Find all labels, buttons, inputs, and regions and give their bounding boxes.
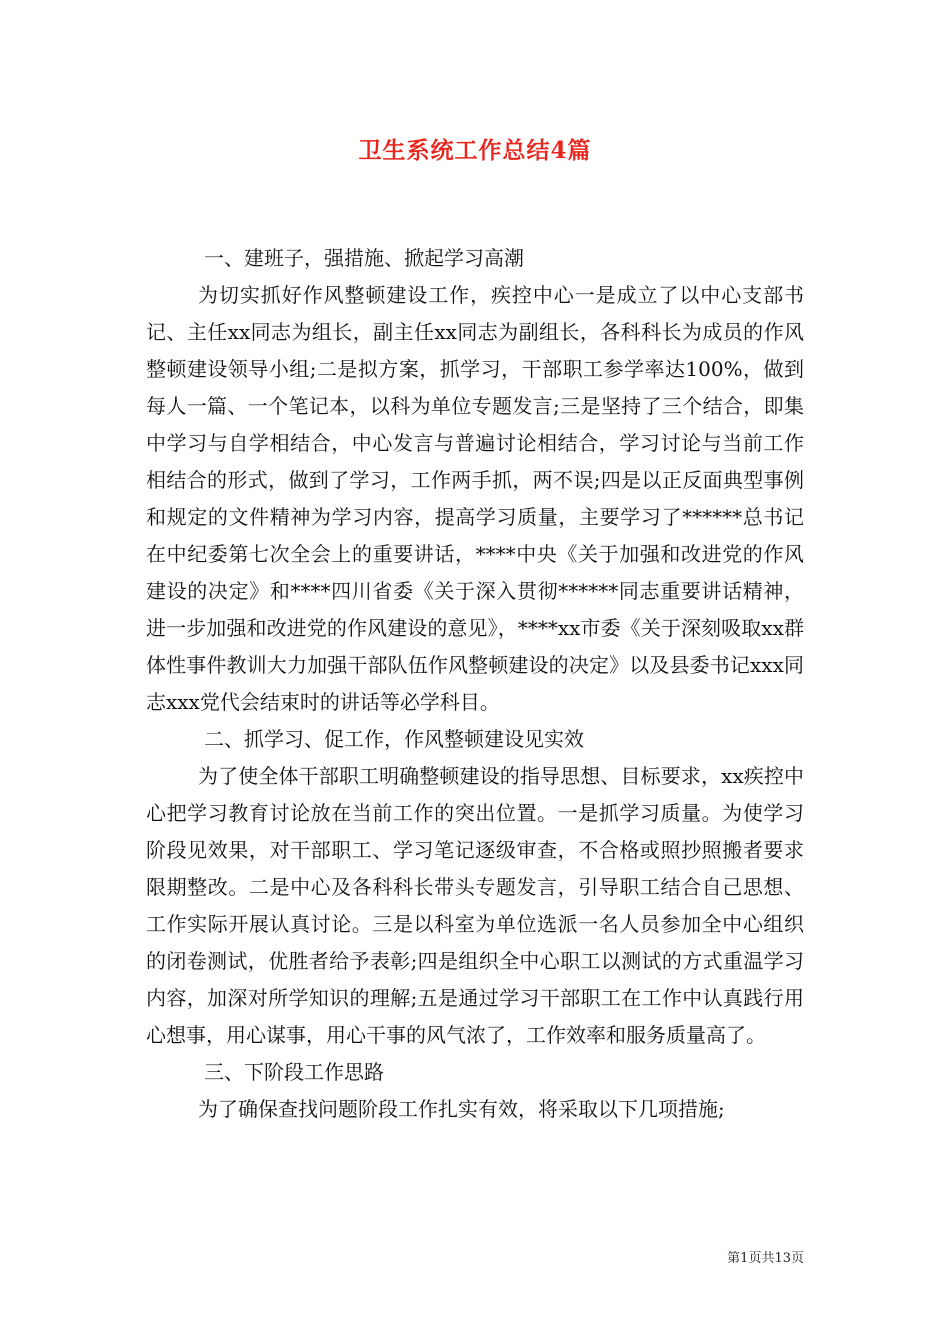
section-heading-2: 二、抓学习、促工作，作风整顿建设见实效 [204, 727, 584, 751]
page-number: 第1页共13页 [727, 1251, 804, 1266]
page-title: 卫生系统工作总结4篇 [358, 137, 592, 164]
section-paragraph-3: 为了确保查找问题阶段工作扎实有效，将采取以下几项措施; [198, 1097, 725, 1121]
section-paragraph-1: 为切实抓好作风整顿建设工作，疾控中心一是成立了以中心支部书记、主任xx同志为组长，副主任xx同志为副组长，各科科长为成员的作风整顿建设领导小组;二是拟方案，抓学习，干部职工参学率达100%，做到每人一篇、一个笔记本，以科为单位专题发言;三是坚持了三个结合，即集中学习与自学相结合，中心发言与普遍讨论相结合，学习讨论与当前工作相结合的形式，做到了学习，工作两手抓，两不误;四是以正反面典型事例和规定的文件精神为学习内容，提高学习质量，主要学习了******总书记在中纪委第七次全会上的重要讲话，****中央《关于加强和改进党的作风建设的决定》和****四川省委《关于深入贯彻******同志重要讲话精神，进一步加强和改进党的作风建设的意见》，****xx市委《关于深刻吸取xx群体性事件教训大力加强干部队伍作风整顿建设的决定》以及县委书记xxx同志xxx党代会结束时的讲话等必学科目。 [146, 283, 804, 714]
document-body [146, 240, 804, 1128]
section-paragraph-2: 为了使全体干部职工明确整顿建设的指导思想、目标要求，xx疾控中心把学习教育讨论放在当前工作的突出位置。一是抓学习质量。为使学习阶段见效果，对干部职工、学习笔记逐级审查，不合格或照抄照搬者要求限期整改。二是中心及各科科长带头专题发言，引导职工结合自己思想、工作实际开展认真讨论。三是以科室为单位选派一名人员参加全中心组织的闭卷测试，优胜者给予表彰;四是组织全中心职工以测试的方式重温学习内容，加深对所学知识的理解;五是通过学习干部职工在工作中认真践行用心想事，用心谋事，用心干事的风气浓了，工作效率和服务质量高了。 [146, 764, 804, 1047]
section-heading-3: 三、下阶段工作思路 [204, 1060, 384, 1084]
section-heading-1: 一、建班子，强措施、掀起学习高潮 [204, 246, 524, 270]
